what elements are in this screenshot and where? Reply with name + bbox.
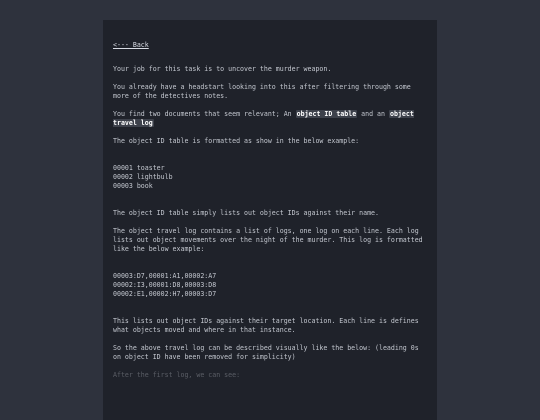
travel-log-line: 00003:D7,00001:A1,00002:A7	[113, 272, 217, 280]
middle-paragraph-2: The object travel log contains a list of logs, one log on each line. Each log lists out object movements over the night of the murder. This log is formatted like the below example:	[113, 227, 423, 253]
id-table-example	[113, 164, 427, 191]
id-table-line: 00001 toaster	[113, 164, 165, 172]
outro-paragraph-2: So the above travel log can be described visually like the below: (leading 0s on object ID have been removed for simplicity)	[113, 344, 419, 361]
travel-log-example	[113, 272, 427, 299]
back-link[interactable]: <--- Back	[113, 41, 149, 49]
intro-paragraph-2: You already have a headstart looking into this after filtering through some more of the detectives notes.	[113, 83, 411, 100]
intro-paragraph-4: The object ID table is formatted as show in the below example:	[113, 137, 360, 145]
term-object-id-table: object ID table	[296, 110, 357, 118]
outro-paragraph-1: This lists out object IDs against their target location. Each line is defines what objects moved and where in that instance.	[113, 317, 419, 334]
outro-paragraph-3: After the first log, we can see:	[113, 371, 241, 379]
term-object-travel-log: object travel log	[113, 110, 414, 127]
id-table-line: 00003 book	[113, 182, 153, 190]
middle-paragraph-1: The object ID table simply lists out object IDs against their name.	[113, 209, 379, 217]
intro-paragraph-3	[113, 110, 427, 128]
task-panel	[103, 20, 437, 420]
travel-log-line: 00002:E1,00002:H7,00003:D7	[113, 290, 217, 298]
intro-p3-mid: and an	[361, 110, 385, 118]
intro-p3-prefix: You find two documents that seem relevant; An	[113, 110, 292, 118]
id-table-line: 00002 lightbulb	[113, 173, 173, 181]
travel-log-line: 00002:I3,00001:D8,00003:D8	[113, 281, 217, 289]
intro-paragraph-1: Your job for this task is to uncover the murder weapon.	[113, 65, 332, 73]
